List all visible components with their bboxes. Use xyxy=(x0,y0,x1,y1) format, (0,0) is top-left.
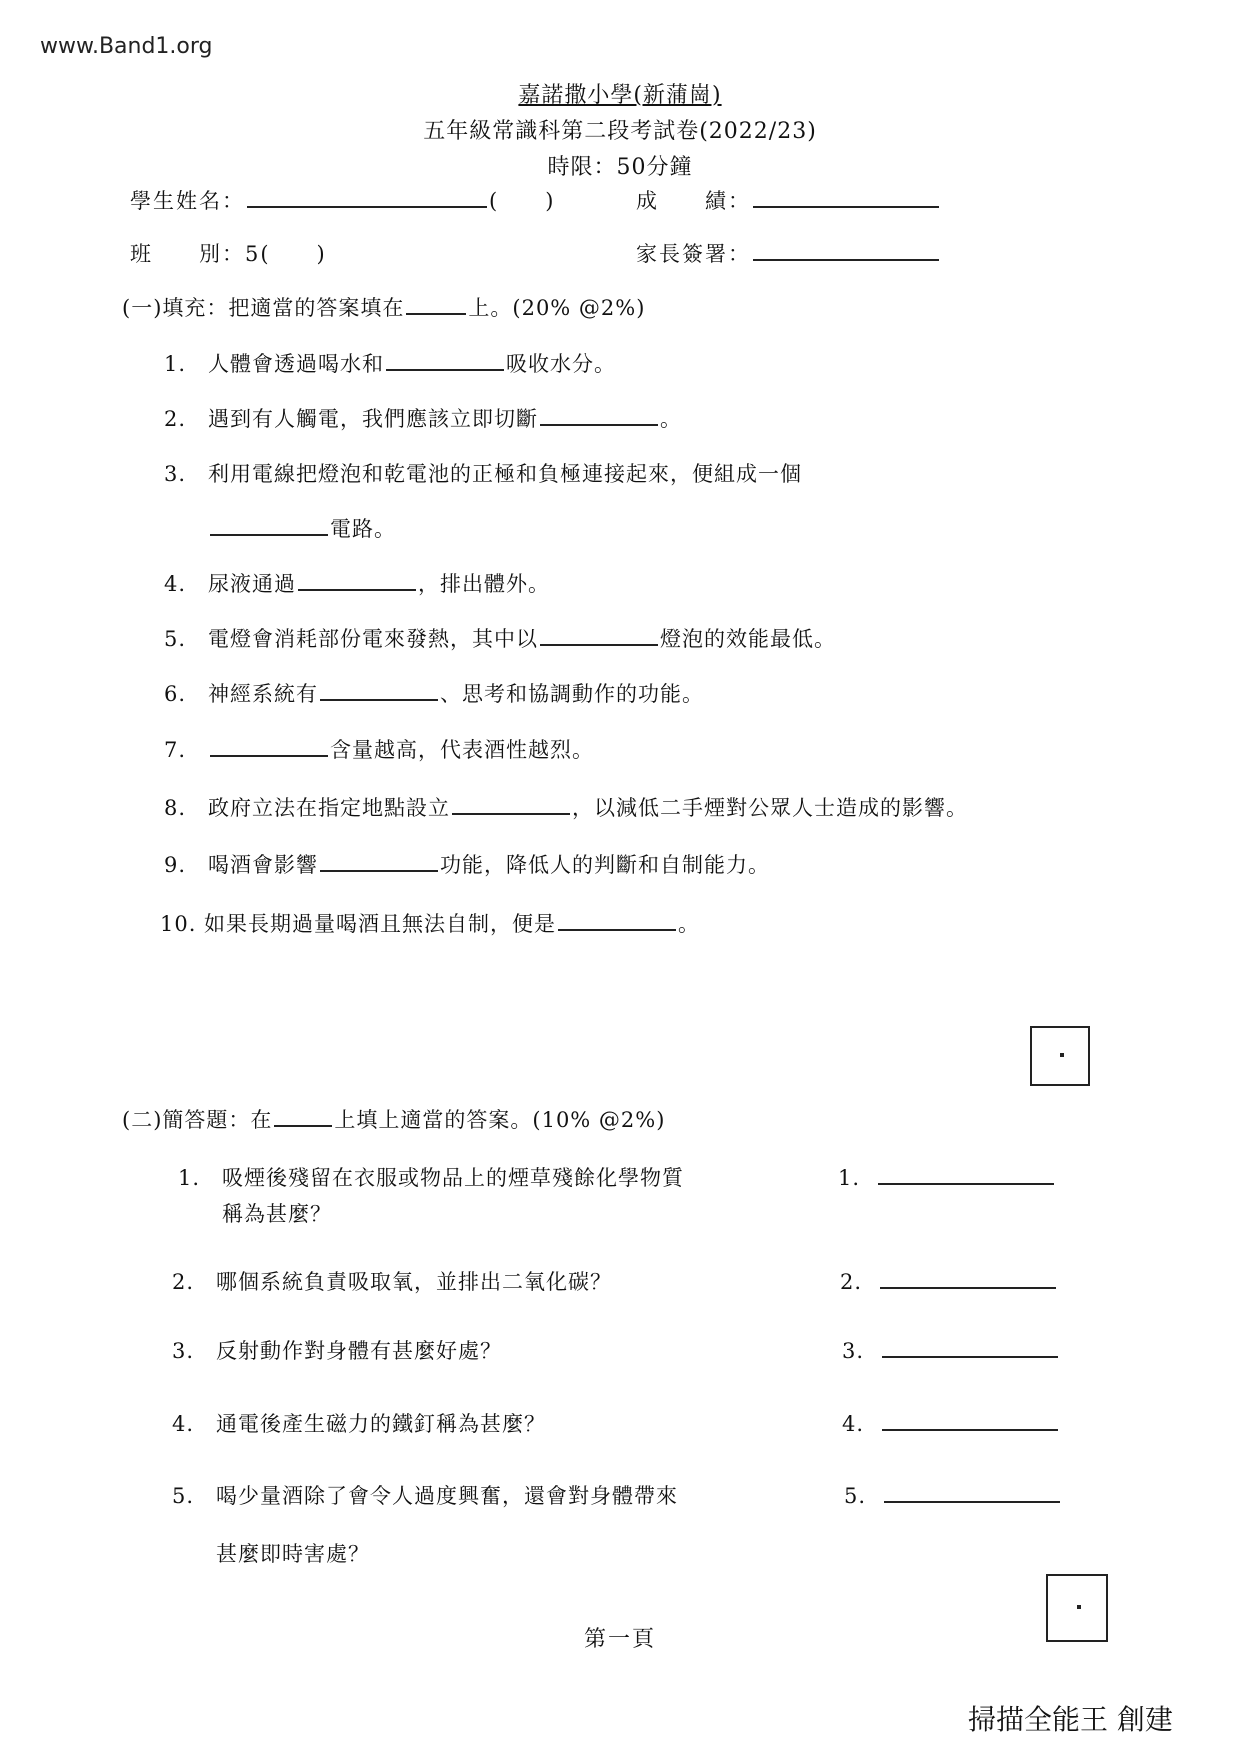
question-text: 利用電線把燈泡和乾電池的正極和負極連接起來，便組成一個 xyxy=(208,462,802,486)
question-text: ，以減低二手煙對公眾人士造成的影響。 xyxy=(572,796,968,820)
short-question-3 xyxy=(172,1335,502,1365)
student-name-field xyxy=(130,185,555,215)
question-text: 、思考和協調動作的功能。 xyxy=(440,682,704,706)
section2-title-prefix: (二)簡答題：在 xyxy=(122,1108,273,1132)
answer-line-5[interactable] xyxy=(884,1480,1060,1503)
fill-question-5 xyxy=(164,623,836,653)
question-number: 10. xyxy=(160,912,197,936)
answer-blank-4[interactable] xyxy=(298,568,416,591)
question-number: 6. xyxy=(164,682,187,706)
signature-field xyxy=(636,238,941,268)
section1-title xyxy=(122,292,645,322)
answer-blank-10[interactable] xyxy=(558,908,676,931)
question-text: 喝酒會影響 xyxy=(208,853,318,877)
answer-blank-5[interactable] xyxy=(540,623,658,646)
question-text: 吸煙後殘留在衣服或物品上的煙草殘餘化學物質 xyxy=(222,1166,684,1190)
question-text: 尿液通過 xyxy=(208,572,296,596)
answer-line-2[interactable] xyxy=(880,1266,1056,1289)
signature-blank[interactable] xyxy=(753,238,939,261)
question-number: 5. xyxy=(164,627,187,651)
question-number: 1. xyxy=(164,352,187,376)
question-text: 人體會透過喝水和 xyxy=(208,352,384,376)
question-number: 8. xyxy=(164,796,187,820)
fill-question-8 xyxy=(164,792,968,822)
question-number: 9. xyxy=(164,853,187,877)
answer-line-4[interactable] xyxy=(882,1408,1058,1431)
question-number: 2. xyxy=(172,1270,195,1294)
question-text: 含量越高，代表酒性越烈。 xyxy=(330,738,594,762)
question-text: ，排出體外。 xyxy=(418,572,550,596)
answer-1 xyxy=(838,1162,1054,1190)
question-number: 2. xyxy=(164,407,187,431)
question-text: 政府立法在指定地點設立 xyxy=(208,796,450,820)
answer-number: 2. xyxy=(840,1270,863,1294)
question-text: 。 xyxy=(678,912,700,936)
question-number: 7. xyxy=(164,738,187,762)
question-text: 神經系統有 xyxy=(208,682,318,706)
answer-blank-3[interactable] xyxy=(210,513,328,536)
question-number: 3. xyxy=(172,1339,195,1363)
question-text: 哪個系統負責吸取氧，並排出二氧化碳？ xyxy=(216,1270,612,1294)
question-text: 吸收水分。 xyxy=(506,352,616,376)
student-name-label: 學生姓名： xyxy=(130,189,245,213)
short-question-1 xyxy=(178,1162,684,1192)
answer-number: 5. xyxy=(844,1484,867,1508)
fill-question-2 xyxy=(164,403,682,433)
fill-question-7 xyxy=(164,734,594,764)
answer-number: 3. xyxy=(842,1339,865,1363)
question-text: 通電後產生磁力的鐵釘稱為甚麼？ xyxy=(216,1412,546,1436)
short-question-5-line2: 甚麼即時害處？ xyxy=(216,1542,370,1566)
short-question-4 xyxy=(172,1408,546,1438)
question-text: 反射動作對身體有甚麼好處？ xyxy=(216,1339,502,1363)
question-text: 電路。 xyxy=(330,517,396,541)
answer-number: 1. xyxy=(838,1166,861,1190)
section2-title-blank xyxy=(274,1104,332,1127)
fill-question-3-line2 xyxy=(208,513,396,543)
fill-question-9 xyxy=(164,849,770,879)
answer-blank-2[interactable] xyxy=(540,403,658,426)
question-text: 功能，降低人的判斷和自制能力。 xyxy=(440,853,770,877)
question-text: 燈泡的效能最低。 xyxy=(660,627,836,651)
short-question-1-line2: 稱為甚麼？ xyxy=(222,1202,332,1226)
section1-title-prefix: (一)填充：把適當的答案填在 xyxy=(122,296,405,320)
fill-question-6 xyxy=(164,678,704,708)
question-number: 1. xyxy=(178,1166,201,1190)
site-watermark: www.Band1.org xyxy=(40,34,213,59)
question-text: 。 xyxy=(660,407,682,431)
fill-question-3 xyxy=(164,458,802,488)
fill-question-10 xyxy=(160,908,700,938)
score-box-section1 xyxy=(1030,1026,1090,1086)
answer-line-1[interactable] xyxy=(878,1162,1054,1185)
question-text: 喝少量酒除了會令人過度興奮，還會對身體帶來 xyxy=(216,1484,678,1508)
school-name: 嘉諾撒小學(新蒲崗) xyxy=(518,83,722,108)
section1-title-blank xyxy=(406,292,466,315)
score-label: 成 績： xyxy=(636,189,751,213)
answer-5 xyxy=(844,1480,1060,1508)
section1-title-suffix: 上。(20% @2%) xyxy=(468,296,646,320)
answer-number: 4. xyxy=(842,1412,865,1436)
answer-line-3[interactable] xyxy=(882,1335,1058,1358)
question-text: 遇到有人觸電，我們應該立即切斷 xyxy=(208,407,538,431)
answer-blank-7[interactable] xyxy=(210,734,328,757)
short-question-2 xyxy=(172,1266,612,1296)
question-number: 4. xyxy=(172,1412,195,1436)
answer-3 xyxy=(842,1335,1058,1363)
fill-question-4 xyxy=(164,568,550,598)
short-question-5 xyxy=(172,1480,678,1510)
section2-title xyxy=(122,1104,665,1134)
score-field xyxy=(636,185,941,215)
question-text: 電燈會消耗部份電來發熱，其中以 xyxy=(208,627,538,651)
score-box-dot xyxy=(1077,1605,1081,1609)
question-text: 如果長期過量喝酒且無法自制，便是 xyxy=(204,912,556,936)
class-field: 班 別：5( ) xyxy=(130,242,327,266)
answer-blank-6[interactable] xyxy=(320,678,438,701)
fill-question-1 xyxy=(164,348,616,378)
answer-2 xyxy=(840,1266,1056,1294)
section2-title-suffix: 上填上適當的答案。(10% @2%) xyxy=(334,1108,666,1132)
question-number: 4. xyxy=(164,572,187,596)
score-box-dot xyxy=(1060,1053,1064,1057)
signature-label: 家長簽署： xyxy=(636,242,751,266)
answer-4 xyxy=(842,1408,1058,1436)
page-number-label: 第一頁 xyxy=(583,1627,656,1652)
question-number: 5. xyxy=(172,1484,195,1508)
student-name-blank[interactable] xyxy=(247,185,487,208)
scanner-watermark: 掃描全能王 創建 xyxy=(968,1703,1173,1736)
time-limit: 時限：50分鐘 xyxy=(547,155,693,180)
student-number-paren: ( ) xyxy=(489,189,556,213)
exam-title: 五年級常識科第二段考試卷(2022/23) xyxy=(423,119,817,144)
answer-blank-8[interactable] xyxy=(452,792,570,815)
question-number: 3. xyxy=(164,462,187,486)
answer-blank-9[interactable] xyxy=(320,849,438,872)
score-blank[interactable] xyxy=(753,185,939,208)
answer-blank-1[interactable] xyxy=(386,348,504,371)
